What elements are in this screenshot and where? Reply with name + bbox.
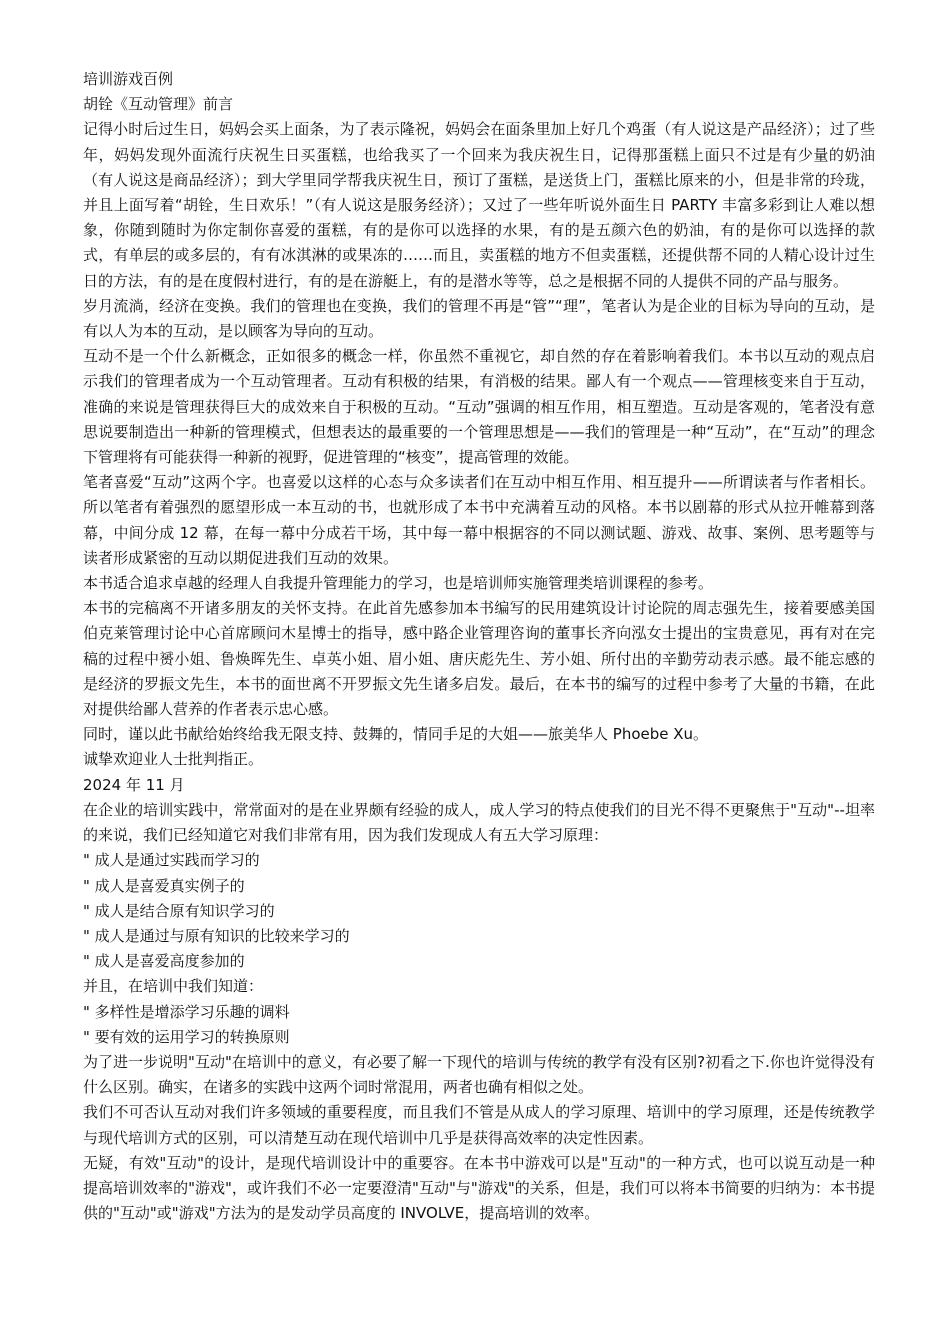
paragraph: 无疑，有效"互动"的设计，是现代培训设计中的重要容。在本书中游戏可以是"互动"的一种方式，也可以说互动是一种提高培训效率的"游戏"，或许我们不必一定要澄清"互动"与"游戏"的关系，但是，我们可以将本书简要的归纳为：本书提供的"互动"或"游戏"方法为的是发动学员高度的 INVOLVE，提高培训的效率。 [83,1153,875,1223]
paragraph: 在企业的培训实践中，常常面对的是在业界颇有经验的成人，成人学习的特点使我们的目光不得不更聚焦于"互动"--坦率的来说，我们已经知道它对我们非常有用，因为我们发现成人有五大学习原理： [83,800,875,845]
document-subtitle: 胡铨《互动管理》前言 [83,95,234,114]
paragraph: 同时，谨以此书献给始终给我无限支持、鼓舞的，情同手足的大姐——旅美华人 Phoebe Xu。 [83,725,709,744]
date-line: 2024 年 11 月 [83,775,185,794]
paragraph: 本书适合追求卓越的经理人自我提升管理能力的学习，也是培训师实施管理类培训课程的参考。 [83,574,714,593]
list-item: " 成人是结合原有知识学习的 [83,901,275,920]
paragraph: 并且，在培训中我们知道： [83,977,264,996]
list-item: " 多样性是增添学习乐趣的调料 [83,1002,290,1021]
list-item: " 要有效的运用学习的转换原则 [83,1027,290,1046]
list-item: " 成人是通过与原有知识的比较来学习的 [83,926,350,945]
list-item: " 成人是喜爱真实例子的 [83,876,245,895]
paragraph: 本书的完稿离不开诸多朋友的关怀支持。在此首先感参加本书编写的民用建筑设计讨论院的周志强先生，接着要感美国伯克莱管理讨论中心首席顾问木星博士的指导，感中路企业管理咨询的董事长齐向泓女士提出的宝贵意见，再有对在完稿的过程中赟小姐、鲁焕晖先生、卓英小姐、眉小姐、唐庆彪先生、芳小姐、所付出的辛勤劳动表示感。最不能忘感的是经济的罗振文先生，本书的面世离不开罗振文先生诸多启发。最后，在本书的编写的过程中参考了大量的书籍，在此对提供给鄙人营养的作者表示忠心感。 [83,599,875,719]
paragraph: 诚挚欢迎业人士批判指正。 [83,750,264,769]
paragraph: 为了进一步说明"互动"在培训中的意义，有必要了解一下现代的培训与传统的教学有没有区别?初看之下.你也许觉得没有什么区别。确实，在诸多的实践中这两个词时常混用，两者也确有相似之处。 [83,1052,875,1097]
list-item: " 成人是通过实践而学习的 [83,851,260,870]
paragraph: 我们不可否认互动对我们许多领域的重要程度，而且我们不管是从成人的学习原理、培训中的学习原理，还是传统教学与现代培训方式的区别，可以清楚互动在现代培训中几乎是获得高效率的决定性因素。 [83,1103,875,1147]
paragraph: 岁月流淌，经济在变换。我们的管理也在变换，我们的管理不再是“管”“理”，笔者认为是企业的目标为导向的互动，是有以人为本的互动，是以顾客为导向的互动。 [83,296,875,341]
document-title: 培训游戏百例 [83,70,174,88]
list-item: " 成人是喜爱高度参加的 [83,952,245,971]
document-body [83,67,875,1226]
paragraph: 笔者喜爱“互动”这两个字。也喜爱以这样的心态与众多读者们在互动中相互作用、相互提升——所谓读者与作者相长。所以笔者有着强烈的愿望形成一本互动的书，也就形成了本书中充满着互动的风格。本书以剧幕的形式从拉开帷幕到落幕，中间分成 12 幕，在每一幕中分成若干场，其中每一幕中根据容的不同以测试题、游戏、故事、案例、思考题等与读者形成紧密的互动以期促进我们互动的效果。 [83,473,875,567]
paragraph: 记得小时后过生日，妈妈会买上面条，为了表示隆祝，妈妈会在面条里加上好几个鸡蛋（有人说这是产品经济）；过了些年，妈妈发现外面流行庆祝生日买蛋糕，也给我买了一个回来为我庆祝生日，记得那蛋糕上面只不过是有少量的奶油（有人说这是商品经济）；到大学里同学帮我庆祝生日，预订了蛋糕，是送货上门，蛋糕比原来的小，但是非常的玲珑，并且上面写着“胡铨，生日欢乐！”（有人说这是服务经济）；又过了一些年听说外面生日 PARTY 丰富多彩到让人难以想象，你随到随时为你定制你喜爱的蛋糕，有的是你可以选择的水果，有的是五颜六色的奶油，有的是你可以选择的款式，有单层的或多层的，有有冰淇淋的或果冻的……而且，卖蛋糕的地方不但卖蛋糕，还提供帮不同的人精心设计过生日的方法，有的是在度假村进行，有的是在游艇上，有的是潜水等等，总之是根据不同的人提供不同的产品与服务。 [83,120,875,290]
paragraph: 互动不是一个什么新概念，正如很多的概念一样，你虽然不重视它，却自然的存在着影响着我们。本书以互动的观点启示我们的管理者成为一个互动管理者。互动有积极的结果，有消极的结果。鄙人有一个观点——管理核变来自于互动，准确的来说是管理获得巨大的成效来自于积极的互动。“互动”强调的相互作用，相互塑造。互动是客观的，笔者没有意思说要制造出一种新的管理模式，但想表达的最重要的一个管理思想是——我们的管理是一种“互动”，在“互动”的理念下管理将有可能获得一种新的视野，促进管理的“核变”，提高管理的效能。 [83,347,875,467]
